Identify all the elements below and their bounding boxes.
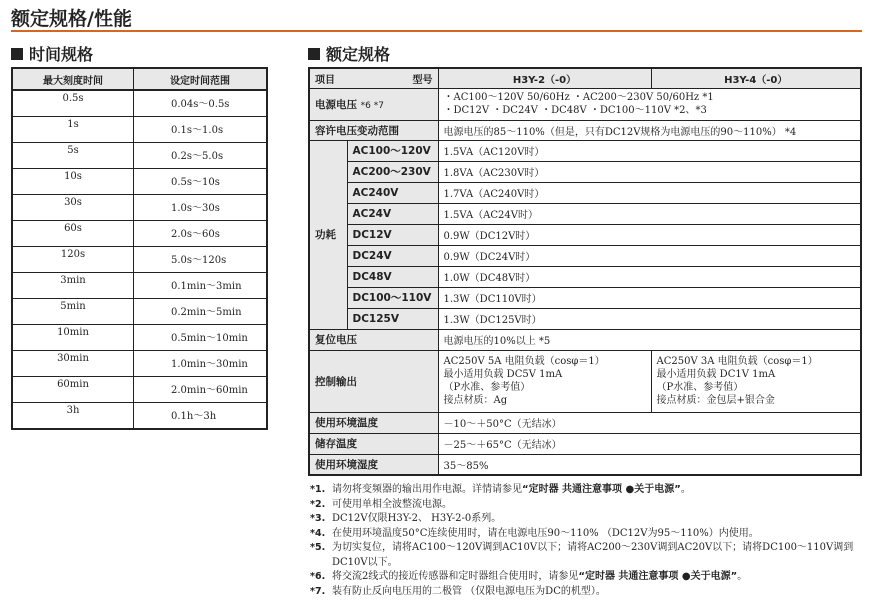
label-reset-voltage: 复位电压	[309, 329, 438, 350]
max-scale-time: 30s	[12, 195, 134, 221]
power-row	[309, 140, 861, 161]
header-model: 型号	[412, 74, 433, 86]
max-scale-time: 0.5s	[12, 90, 134, 117]
power-voltage: AC24V	[347, 203, 438, 224]
power-voltage: DC48V	[347, 266, 438, 287]
row-control-output	[309, 350, 861, 412]
supply-voltage-dc: ・DC12V ・DC24V ・DC48V ・DC100～110V *2、*3	[443, 105, 707, 116]
power-value: 1.3W（DC110V时）	[438, 287, 861, 308]
power-voltage: AC100～120V	[347, 140, 438, 161]
label-ambient-temp: 使用环境温度	[309, 412, 438, 433]
setting-range: 0.1s～1.0s	[134, 117, 268, 143]
footnote-mark: *3.	[310, 513, 326, 524]
setting-range: 0.5s～10s	[134, 169, 268, 195]
control-output-line: （P水准、参考值）	[443, 382, 531, 393]
header-setting-range: 设定时间范围	[134, 68, 268, 90]
value-supply-voltage	[438, 88, 861, 120]
power-voltage: DC12V	[347, 224, 438, 245]
footnote-mark: *5.	[310, 542, 326, 553]
power-voltage: DC125V	[347, 308, 438, 329]
page-title: 额定规格/性能	[11, 8, 132, 30]
max-scale-time: 60min	[12, 377, 134, 403]
header-h3y-2: H3Y-2（-0）	[438, 68, 651, 88]
power-voltage: AC240V	[347, 182, 438, 203]
setting-range: 0.2min～5min	[134, 299, 268, 325]
row-ambient-temp	[309, 412, 861, 433]
label-text: 电源电压	[315, 98, 357, 111]
power-voltage: DC24V	[347, 245, 438, 266]
row-supply-voltage	[309, 88, 861, 120]
power-value: 0.9W（DC12V时）	[438, 224, 861, 245]
table-row	[12, 325, 267, 351]
footnote-mark: *6.	[310, 571, 326, 582]
value-voltage-range: 电源电压的85～110%（但是，只有DC12V规格为电源电压的90～110%） *4	[438, 120, 861, 140]
footnote-body: 将交流2线式的接近传感器和定时器组合使用时，请参见	[332, 571, 579, 582]
footnote-mark: *7.	[310, 585, 326, 597]
control-output-line: AC250V 3A 电阻负载（cosφ＝1）	[656, 356, 818, 367]
time-spec-table	[11, 67, 268, 430]
label-control-output: 控制输出	[309, 350, 438, 412]
power-value: 1.5VA（AC24V时）	[438, 203, 861, 224]
max-scale-time: 10min	[12, 325, 134, 351]
label-storage-temp: 储存温度	[309, 433, 438, 454]
setting-range: 0.5min～10min	[134, 325, 268, 351]
setting-range: 0.2s～5.0s	[134, 143, 268, 169]
table-row	[12, 403, 267, 430]
max-scale-time: 5min	[12, 299, 134, 325]
setting-range: 1.0s～30s	[134, 195, 268, 221]
setting-range: 0.04s～0.5s	[134, 90, 268, 117]
footnote-reference: “定时器 共通注意事项 ●关于电源”	[522, 484, 681, 495]
value-control-output-h3y-2	[438, 350, 651, 412]
max-scale-time: 3h	[12, 403, 134, 430]
label-power-consumption: 功耗	[309, 140, 347, 329]
row-voltage-range	[309, 120, 861, 140]
footnote-text	[332, 570, 747, 585]
control-output-line: 接点材质：Ag	[443, 395, 508, 406]
power-value: 1.8VA（AC230V时）	[438, 161, 861, 182]
header-max-scale-time: 最大刻度时间	[12, 68, 134, 90]
max-scale-time: 30min	[12, 351, 134, 377]
setting-range: 5.0s～120s	[134, 247, 268, 273]
power-row	[309, 245, 861, 266]
footnote-mark: *2.	[310, 498, 326, 510]
table-row	[12, 90, 267, 117]
footnote-body: 在使用环境温度50°C连续使用时，请在电源电压90～110% （DC12V为95～110%）内使用。	[332, 527, 759, 539]
power-voltage: DC100～110V	[347, 287, 438, 308]
value-ambient-humidity: 35～85%	[438, 454, 861, 475]
footnote-body: 可使用单相全波整流电源。	[332, 498, 452, 510]
label-voltage-range: 容许电压变动范围	[309, 120, 438, 140]
power-row	[309, 161, 861, 182]
row-ambient-humidity	[309, 454, 861, 475]
header-h3y-4: H3Y-4（-0）	[651, 68, 861, 88]
footnote-body: 为切实复位，请将AC100～120V调到AC10V以下；请将AC200～230V调到AC20V以下；请将DC100～110V调到DC10V以下。	[332, 542, 854, 568]
table-header-row	[12, 68, 267, 90]
header-item: 项目	[315, 74, 335, 86]
control-output-line: 最小适用负载 DC5V 1mA	[443, 369, 563, 380]
square-bullet-icon	[11, 48, 23, 60]
label-supply-voltage	[309, 88, 438, 120]
rated-spec-table	[308, 67, 862, 476]
footnote-tail: 。	[737, 571, 748, 582]
table-row	[12, 143, 267, 169]
footnote-text	[332, 512, 501, 527]
square-bullet-icon	[308, 48, 320, 60]
supply-voltage-ac: ・AC100～120V 50/60Hz ・AC200～230V 50/60Hz *1	[443, 92, 714, 103]
footnote-reference: “定时器 共通注意事项 ●关于电源”	[578, 571, 738, 582]
table-header-row	[309, 68, 861, 88]
title-divider	[11, 30, 862, 32]
max-scale-time: 3min	[12, 273, 134, 299]
power-value: 1.7VA（AC240V时）	[438, 182, 861, 203]
footnote	[310, 498, 865, 513]
footnote-text	[332, 527, 759, 542]
setting-range: 2.0s～60s	[134, 221, 268, 247]
table-row	[12, 273, 267, 299]
rated-spec-heading	[308, 42, 390, 65]
footnote	[310, 527, 865, 542]
table-row	[12, 221, 267, 247]
table-row	[12, 247, 267, 273]
control-output-line: 接点材质：金包层+银合金	[656, 395, 775, 406]
value-ambient-temp: －10～＋50°C（无结冰）	[438, 412, 861, 433]
footnote	[310, 541, 865, 570]
max-scale-time: 1s	[12, 117, 134, 143]
footnote	[310, 483, 865, 498]
control-output-line: AC250V 5A 电阻负载（cosφ＝1）	[443, 356, 605, 367]
time-spec-heading	[11, 42, 93, 65]
max-scale-time: 120s	[12, 247, 134, 273]
footnote-tail: 。	[680, 484, 691, 495]
footnotes	[310, 483, 865, 599]
footnote-body: DC12V仅限H3Y-2、 H3Y-2-0系列。	[332, 513, 502, 524]
rated-spec-title: 额定规格	[326, 45, 391, 64]
footnote-text	[332, 498, 452, 513]
power-value: 1.0W（DC48V时）	[438, 266, 861, 287]
footnote-text	[332, 585, 606, 600]
table-row	[12, 377, 267, 403]
power-row	[309, 308, 861, 329]
power-value: 0.9W（DC24V时）	[438, 245, 861, 266]
setting-range: 0.1min～3min	[134, 273, 268, 299]
value-reset-voltage: 电源电压的10%以上 *5	[438, 329, 861, 350]
footnote-body: 装有防止反向电压用的二极管 （仅限电源电压为DC的机型）。	[332, 585, 606, 597]
max-scale-time: 5s	[12, 143, 134, 169]
footnote	[310, 570, 865, 585]
power-value: 1.5VA（AC120V时）	[438, 140, 861, 161]
label-ambient-humidity: 使用环境湿度	[309, 454, 438, 475]
table-row	[12, 169, 267, 195]
power-value: 1.3W（DC125V时）	[438, 308, 861, 329]
setting-range: 1.0min～30min	[134, 351, 268, 377]
power-row	[309, 266, 861, 287]
table-row	[12, 299, 267, 325]
value-control-output-h3y-4	[651, 350, 861, 412]
footnote	[310, 512, 865, 527]
time-spec-title: 时间规格	[29, 45, 94, 64]
footnote-mark: *4.	[310, 527, 326, 539]
setting-range: 2.0min～60min	[134, 377, 268, 403]
max-scale-time: 10s	[12, 169, 134, 195]
footnote-text	[332, 541, 865, 570]
power-voltage: AC200～230V	[347, 161, 438, 182]
label-note: *6 *7	[360, 100, 384, 111]
power-row	[309, 182, 861, 203]
footnote-mark: *1.	[310, 484, 326, 495]
footnote	[310, 585, 865, 600]
setting-range: 0.1h～3h	[134, 403, 268, 430]
header-item-model	[309, 68, 438, 88]
footnote-body: 请勿将变频器的输出用作电源。详情请参见	[332, 484, 522, 495]
table-row	[12, 351, 267, 377]
footnote-text	[332, 483, 691, 498]
row-storage-temp	[309, 433, 861, 454]
row-reset-voltage	[309, 329, 861, 350]
power-row	[309, 203, 861, 224]
power-row	[309, 287, 861, 308]
value-storage-temp: －25～＋65°C（无结冰）	[438, 433, 861, 454]
table-row	[12, 117, 267, 143]
power-row	[309, 224, 861, 245]
table-row	[12, 195, 267, 221]
control-output-line: （P水准、参考值）	[656, 382, 744, 393]
control-output-line: 最小适用负载 DC1V 1mA	[656, 369, 776, 380]
max-scale-time: 60s	[12, 221, 134, 247]
